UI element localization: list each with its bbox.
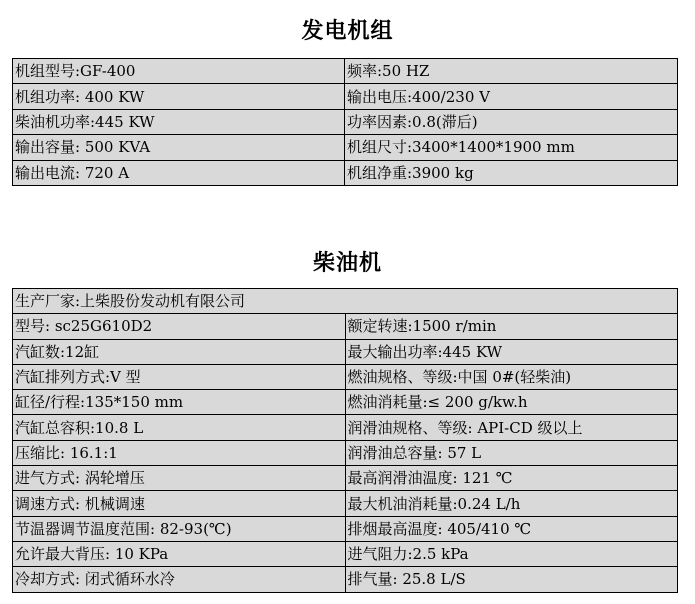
table-cell: 调速方式: 机械调速 [13,491,346,516]
table-row [13,109,678,134]
table-cell: 汽缸数:12缸 [13,339,346,364]
table-cell: 额定转速:1500 r/min [345,314,678,339]
table-cell: 汽缸总容积:10.8 L [13,415,346,440]
table-row [13,364,678,389]
table-cell: 功率因素:0.8(滞后) [345,109,678,134]
table-cell: 节温器调节温度范围: 82-93(℃) [13,516,346,541]
table-cell: 机组净重:3900 kg [345,160,678,185]
engine-spec-table [12,288,678,593]
table-row [13,59,678,84]
table-cell: 进气方式: 涡轮增压 [13,466,346,491]
table-row [13,491,678,516]
generator-spec-table [12,58,678,186]
manufacturer-cell: 生产厂家:上柴股份发动机有限公司 [13,289,678,314]
table-cell: 进气阻力:2.5 kPa [345,541,678,566]
table-cell: 排烟最高温度: 405/410 ℃ [345,516,678,541]
table-row [13,466,678,491]
table-cell: 输出电压:400/230 V [345,84,678,109]
generator-section-title: 发电机组 [301,18,394,44]
table-row [13,314,678,339]
table-row [13,567,678,592]
table-cell: 输出容量: 500 KVA [13,135,345,160]
table-cell: 润滑油规格、等级: API-CD 级以上 [345,415,678,440]
table-cell: 机组尺寸:3400*1400*1900 mm [345,135,678,160]
table-cell: 燃油消耗量:≤ 200 g/kw.h [345,390,678,415]
table-row [13,135,678,160]
table-cell: 排气量: 25.8 L/S [345,567,678,592]
table-cell: 柴油机功率:445 KW [13,109,345,134]
table-cell: 燃油规格、等级:中国 0#(轻柴油) [345,364,678,389]
table-cell: 机组型号:GF-400 [13,59,345,84]
table-cell: 最大输出功率:445 KW [345,339,678,364]
table-cell: 输出电流: 720 A [13,160,345,185]
engine-section-title: 柴油机 [312,250,382,276]
table-row [13,339,678,364]
table-row [13,289,678,314]
table-cell: 频率:50 HZ [345,59,678,84]
table-cell: 最高润滑油温度: 121 ℃ [345,466,678,491]
table-cell: 缸径/行程:135*150 mm [13,390,346,415]
table-cell: 型号: sc25G610D2 [13,314,346,339]
table-row [13,390,678,415]
table-row [13,516,678,541]
table-cell: 机组功率: 400 KW [13,84,345,109]
table-cell: 允许最大背压: 10 KPa [13,541,346,566]
table-cell: 最大机油消耗量:0.24 L/h [345,491,678,516]
table-row [13,541,678,566]
table-cell: 汽缸排列方式:V 型 [13,364,346,389]
table-row [13,160,678,185]
table-cell: 冷却方式: 闭式循环水冷 [13,567,346,592]
table-cell: 压缩比: 16.1:1 [13,440,346,465]
table-row [13,84,678,109]
table-row [13,440,678,465]
table-cell: 润滑油总容量: 57 L [345,440,678,465]
table-row [13,415,678,440]
